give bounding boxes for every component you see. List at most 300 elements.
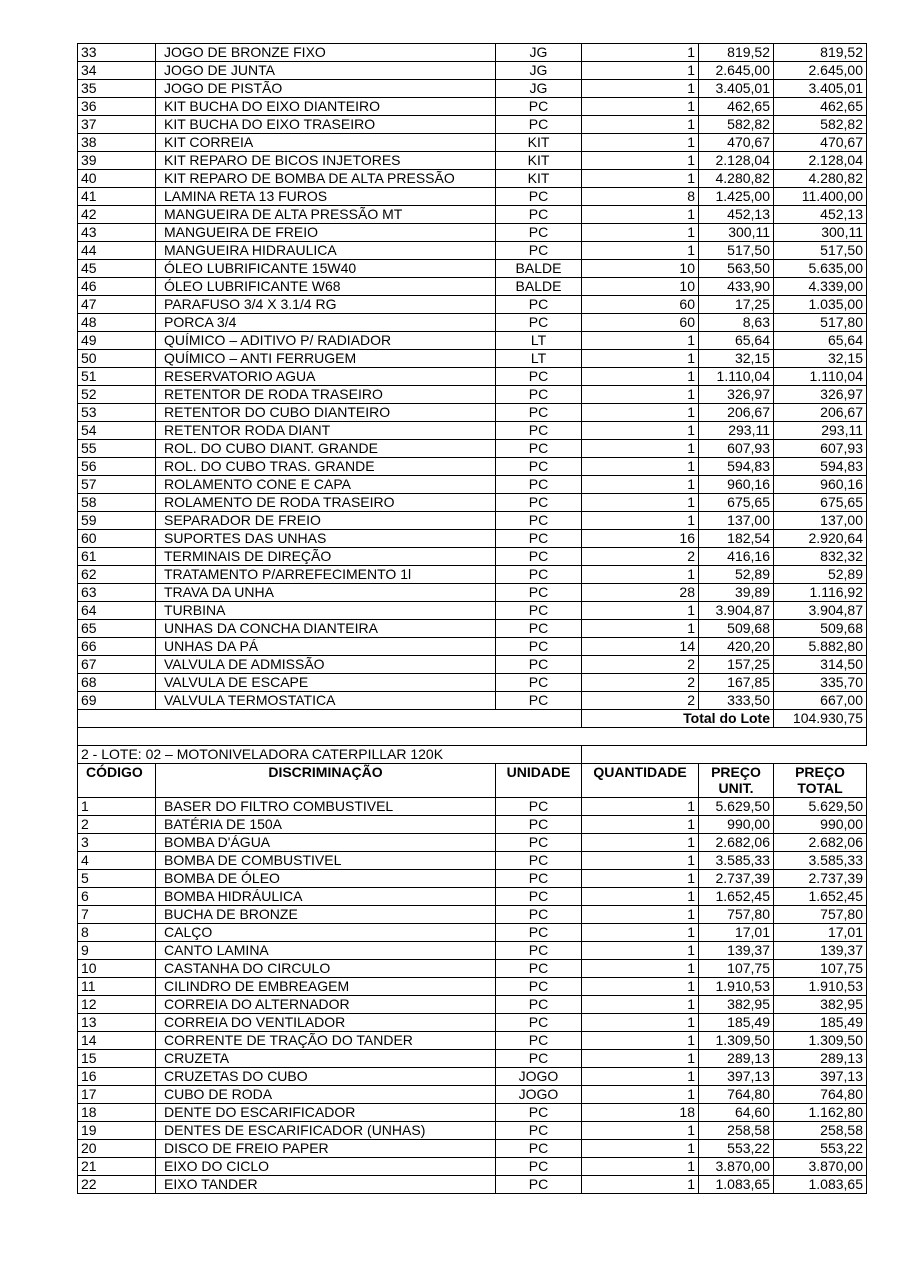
cell-codigo: 33 — [78, 44, 156, 62]
cell-codigo: 35 — [78, 80, 156, 98]
cell-quantidade: 1 — [582, 1176, 699, 1194]
cell-preco-total: 2.682,06 — [774, 834, 867, 852]
cell-quantidade: 1 — [582, 1140, 699, 1158]
table-row — [78, 458, 867, 476]
cell-discriminacao: SUPORTES DAS UNHAS — [156, 530, 496, 548]
cell-codigo: 9 — [78, 942, 156, 960]
items-table — [77, 43, 867, 1194]
cell-codigo: 34 — [78, 62, 156, 80]
cell-unidade: PC — [496, 816, 582, 834]
cell-unidade: PC — [496, 224, 582, 242]
cell-preco-total: 3.585,33 — [774, 852, 867, 870]
cell-quantidade: 1 — [582, 152, 699, 170]
cell-unidade: PC — [496, 566, 582, 584]
cell-quantidade: 1 — [582, 440, 699, 458]
table-row — [78, 296, 867, 314]
table-row — [78, 188, 867, 206]
table-row — [78, 350, 867, 368]
cell-preco-unit: 300,11 — [699, 224, 774, 242]
cell-discriminacao: ROLAMENTO DE RODA TRASEIRO — [156, 494, 496, 512]
cell-codigo: 39 — [78, 152, 156, 170]
table-row — [78, 1158, 867, 1176]
cell-discriminacao: CORRENTE DE TRAÇÃO DO TANDER — [156, 1032, 496, 1050]
cell-discriminacao: DENTES DE ESCARIFICADOR (UNHAS) — [156, 1122, 496, 1140]
cell-preco-total: 553,22 — [774, 1140, 867, 1158]
table-row — [78, 1104, 867, 1122]
cell-preco-total: 1.035,00 — [774, 296, 867, 314]
cell-unidade: PC — [496, 116, 582, 134]
cell-discriminacao: JOGO DE BRONZE FIXO — [156, 44, 496, 62]
cell-discriminacao: PORCA 3/4 — [156, 314, 496, 332]
cell-codigo: 53 — [78, 404, 156, 422]
cell-unidade: PC — [496, 1014, 582, 1032]
total-label: Total do Lote — [582, 710, 774, 728]
cell-preco-total: 139,37 — [774, 942, 867, 960]
cell-discriminacao: CANTO LAMINA — [156, 942, 496, 960]
cell-unidade: PC — [496, 602, 582, 620]
cell-preco-unit: 607,93 — [699, 440, 774, 458]
cell-codigo: 59 — [78, 512, 156, 530]
cell-preco-total: 5.629,50 — [774, 798, 867, 816]
cell-unidade: PC — [496, 692, 582, 710]
cell-preco-unit: 2.737,39 — [699, 870, 774, 888]
cell-quantidade: 1 — [582, 80, 699, 98]
cell-codigo: 55 — [78, 440, 156, 458]
cell-codigo: 13 — [78, 1014, 156, 1032]
table-row — [78, 332, 867, 350]
cell-preco-unit: 289,13 — [699, 1050, 774, 1068]
cell-quantidade: 1 — [582, 1032, 699, 1050]
cell-quantidade: 1 — [582, 368, 699, 386]
cell-unidade: PC — [496, 1050, 582, 1068]
cell-discriminacao: CUBO DE RODA — [156, 1086, 496, 1104]
cell-discriminacao: MANGUEIRA HIDRAULICA — [156, 242, 496, 260]
cell-codigo: 1 — [78, 798, 156, 816]
cell-unidade: PC — [496, 960, 582, 978]
cell-quantidade: 1 — [582, 476, 699, 494]
cell-codigo: 15 — [78, 1050, 156, 1068]
cell-codigo: 50 — [78, 350, 156, 368]
cell-discriminacao: LAMINA RETA 13 FUROS — [156, 188, 496, 206]
table-row — [78, 638, 867, 656]
cell-unidade: PC — [496, 656, 582, 674]
cell-preco-unit: 470,67 — [699, 134, 774, 152]
cell-quantidade: 2 — [582, 674, 699, 692]
cell-codigo: 48 — [78, 314, 156, 332]
table-row — [78, 98, 867, 116]
cell-discriminacao: RETENTOR DE RODA TRASEIRO — [156, 386, 496, 404]
table-row — [78, 170, 867, 188]
cell-preco-total: 1.910,53 — [774, 978, 867, 996]
cell-quantidade: 1 — [582, 62, 699, 80]
cell-discriminacao: QUÍMICO – ADITIVO P/ RADIADOR — [156, 332, 496, 350]
cell-unidade: PC — [496, 188, 582, 206]
cell-quantidade: 1 — [582, 494, 699, 512]
cell-preco-unit: 52,89 — [699, 566, 774, 584]
cell-preco-unit: 1.309,50 — [699, 1032, 774, 1050]
cell-quantidade: 1 — [582, 566, 699, 584]
cell-unidade: PC — [496, 404, 582, 422]
cell-discriminacao: EIXO TANDER — [156, 1176, 496, 1194]
cell-preco-unit: 139,37 — [699, 942, 774, 960]
cell-discriminacao: MANGUEIRA DE ALTA PRESSÃO MT — [156, 206, 496, 224]
cell-quantidade: 1 — [582, 98, 699, 116]
cell-codigo: 61 — [78, 548, 156, 566]
cell-discriminacao: JOGO DE JUNTA — [156, 62, 496, 80]
cell-discriminacao: BUCHA DE BRONZE — [156, 906, 496, 924]
table-row — [78, 906, 867, 924]
cell-preco-unit: 65,64 — [699, 332, 774, 350]
cell-quantidade: 1 — [582, 798, 699, 816]
cell-unidade: PC — [496, 924, 582, 942]
cell-codigo: 36 — [78, 98, 156, 116]
table-row — [78, 44, 867, 62]
cell-unidade: PC — [496, 978, 582, 996]
cell-preco-total: 5.882,80 — [774, 638, 867, 656]
cell-discriminacao: TRAVA DA UNHA — [156, 584, 496, 602]
cell-preco-unit: 764,80 — [699, 1086, 774, 1104]
cell-preco-unit: 326,97 — [699, 386, 774, 404]
table-row — [78, 224, 867, 242]
cell-preco-total: 1.309,50 — [774, 1032, 867, 1050]
cell-quantidade: 1 — [582, 512, 699, 530]
cell-preco-total: 382,95 — [774, 996, 867, 1014]
cell-unidade: PC — [496, 512, 582, 530]
cell-codigo: 11 — [78, 978, 156, 996]
cell-discriminacao: CASTANHA DO CIRCULO — [156, 960, 496, 978]
cell-discriminacao: VALVULA TERMOSTATICA — [156, 692, 496, 710]
cell-preco-unit: 258,58 — [699, 1122, 774, 1140]
cell-quantidade: 1 — [582, 458, 699, 476]
cell-codigo: 65 — [78, 620, 156, 638]
cell-unidade: PC — [496, 870, 582, 888]
table-row — [78, 494, 867, 512]
cell-preco-total: 2.128,04 — [774, 152, 867, 170]
cell-unidade: KIT — [496, 152, 582, 170]
cell-preco-total: 52,89 — [774, 566, 867, 584]
cell-codigo: 67 — [78, 656, 156, 674]
cell-codigo: 37 — [78, 116, 156, 134]
cell-preco-unit: 1.652,45 — [699, 888, 774, 906]
cell-preco-total: 11.400,00 — [774, 188, 867, 206]
cell-discriminacao: DISCO DE FREIO PAPER — [156, 1140, 496, 1158]
cell-preco-total: 1.110,04 — [774, 368, 867, 386]
table-row — [78, 584, 867, 602]
cell-codigo: 20 — [78, 1140, 156, 1158]
cell-quantidade: 1 — [582, 834, 699, 852]
lote-title-row — [78, 746, 867, 764]
cell-codigo: 68 — [78, 674, 156, 692]
cell-discriminacao: ROL. DO CUBO TRAS. GRANDE — [156, 458, 496, 476]
cell-quantidade: 10 — [582, 260, 699, 278]
table-row — [78, 834, 867, 852]
lote-title: 2 - LOTE: 02 – MOTONIVELADORA CATERPILLAR 120K — [78, 746, 582, 764]
cell-codigo: 63 — [78, 584, 156, 602]
cell-preco-total: 990,00 — [774, 816, 867, 834]
cell-discriminacao: BOMBA D'ÁGUA — [156, 834, 496, 852]
cell-quantidade: 1 — [582, 1050, 699, 1068]
cell-discriminacao: MANGUEIRA DE FREIO — [156, 224, 496, 242]
cell-unidade: PC — [496, 996, 582, 1014]
cell-preco-total: 509,68 — [774, 620, 867, 638]
cell-preco-unit: 1.425,00 — [699, 188, 774, 206]
cell-preco-total: 594,83 — [774, 458, 867, 476]
cell-preco-total: 452,13 — [774, 206, 867, 224]
table-row — [78, 1086, 867, 1104]
cell-preco-unit: 3.870,00 — [699, 1158, 774, 1176]
cell-codigo: 14 — [78, 1032, 156, 1050]
table-row — [78, 798, 867, 816]
price-sheet — [77, 43, 866, 1194]
cell-preco-total: 335,70 — [774, 674, 867, 692]
cell-discriminacao: CILINDRO DE EMBREAGEM — [156, 978, 496, 996]
cell-codigo: 46 — [78, 278, 156, 296]
cell-preco-unit: 107,75 — [699, 960, 774, 978]
cell-preco-unit: 4.280,82 — [699, 170, 774, 188]
cell-preco-unit: 137,00 — [699, 512, 774, 530]
cell-codigo: 41 — [78, 188, 156, 206]
cell-preco-total: 607,93 — [774, 440, 867, 458]
cell-discriminacao: CORREIA DO ALTERNADOR — [156, 996, 496, 1014]
cell-discriminacao: TRATAMENTO P/ARREFECIMENTO 1l — [156, 566, 496, 584]
cell-quantidade: 2 — [582, 548, 699, 566]
cell-unidade: PC — [496, 888, 582, 906]
cell-preco-unit: 594,83 — [699, 458, 774, 476]
cell-unidade: PC — [496, 584, 582, 602]
cell-discriminacao: KIT BUCHA DO EIXO DIANTEIRO — [156, 98, 496, 116]
cell-quantidade: 14 — [582, 638, 699, 656]
cell-unidade: PC — [496, 674, 582, 692]
cell-quantidade: 2 — [582, 692, 699, 710]
cell-discriminacao: RETENTOR RODA DIANT — [156, 422, 496, 440]
table-row — [78, 476, 867, 494]
cell-quantidade: 1 — [582, 960, 699, 978]
cell-unidade: PC — [496, 314, 582, 332]
cell-unidade: LT — [496, 332, 582, 350]
cell-codigo: 2 — [78, 816, 156, 834]
cell-preco-total: 326,97 — [774, 386, 867, 404]
table-row — [78, 206, 867, 224]
header-discriminacao: DISCRIMINAÇÃO — [156, 764, 496, 798]
cell-unidade: PC — [496, 834, 582, 852]
cell-codigo: 19 — [78, 1122, 156, 1140]
cell-preco-total: 764,80 — [774, 1086, 867, 1104]
cell-discriminacao: EIXO DO CICLO — [156, 1158, 496, 1176]
cell-preco-total: 3.904,87 — [774, 602, 867, 620]
cell-codigo: 17 — [78, 1086, 156, 1104]
cell-discriminacao: BASER DO FILTRO COMBUSTIVEL — [156, 798, 496, 816]
cell-preco-unit: 462,65 — [699, 98, 774, 116]
table-row — [78, 960, 867, 978]
cell-codigo: 64 — [78, 602, 156, 620]
cell-preco-unit: 293,11 — [699, 422, 774, 440]
cell-preco-unit: 563,50 — [699, 260, 774, 278]
cell-preco-unit: 433,90 — [699, 278, 774, 296]
cell-quantidade: 1 — [582, 1158, 699, 1176]
cell-preco-total: 960,16 — [774, 476, 867, 494]
table-row — [78, 816, 867, 834]
cell-preco-total: 3.405,01 — [774, 80, 867, 98]
cell-codigo: 52 — [78, 386, 156, 404]
cell-codigo: 8 — [78, 924, 156, 942]
table-row — [78, 942, 867, 960]
cell-preco-total: 2.737,39 — [774, 870, 867, 888]
cell-discriminacao: ROLAMENTO CONE E CAPA — [156, 476, 496, 494]
table-row — [78, 404, 867, 422]
cell-unidade: PC — [496, 296, 582, 314]
cell-preco-total: 185,49 — [774, 1014, 867, 1032]
cell-preco-unit: 17,01 — [699, 924, 774, 942]
cell-preco-unit: 333,50 — [699, 692, 774, 710]
cell-preco-unit: 8,63 — [699, 314, 774, 332]
cell-quantidade: 2 — [582, 656, 699, 674]
cell-unidade: PC — [496, 530, 582, 548]
table-row — [78, 260, 867, 278]
cell-preco-unit: 960,16 — [699, 476, 774, 494]
cell-quantidade: 1 — [582, 1068, 699, 1086]
lote-1-rows — [78, 44, 867, 710]
cell-unidade: PC — [496, 206, 582, 224]
cell-preco-total: 314,50 — [774, 656, 867, 674]
cell-discriminacao: CRUZETAS DO CUBO — [156, 1068, 496, 1086]
cell-preco-total: 819,52 — [774, 44, 867, 62]
table-row — [78, 852, 867, 870]
cell-preco-unit: 157,25 — [699, 656, 774, 674]
cell-preco-total: 289,13 — [774, 1050, 867, 1068]
cell-preco-total: 258,58 — [774, 1122, 867, 1140]
table-row — [78, 314, 867, 332]
cell-quantidade: 1 — [582, 350, 699, 368]
cell-codigo: 42 — [78, 206, 156, 224]
cell-discriminacao: SEPARADOR DE FREIO — [156, 512, 496, 530]
cell-quantidade: 1 — [582, 44, 699, 62]
cell-quantidade: 1 — [582, 1014, 699, 1032]
lote-title-spacer — [582, 746, 867, 764]
cell-codigo: 38 — [78, 134, 156, 152]
cell-preco-total: 470,67 — [774, 134, 867, 152]
cell-quantidade: 1 — [582, 134, 699, 152]
cell-preco-unit: 2.682,06 — [699, 834, 774, 852]
cell-preco-total: 4.339,00 — [774, 278, 867, 296]
table-row — [78, 620, 867, 638]
cell-quantidade: 1 — [582, 1122, 699, 1140]
cell-discriminacao: DENTE DO ESCARIFICADOR — [156, 1104, 496, 1122]
header-codigo: CÓDIGO — [78, 764, 156, 798]
cell-discriminacao: JOGO DE PISTÃO — [156, 80, 496, 98]
cell-preco-unit: 819,52 — [699, 44, 774, 62]
cell-discriminacao: BOMBA DE ÓLEO — [156, 870, 496, 888]
cell-unidade: PC — [496, 1158, 582, 1176]
cell-codigo: 18 — [78, 1104, 156, 1122]
cell-discriminacao: CORREIA DO VENTILADOR — [156, 1014, 496, 1032]
cell-unidade: JG — [496, 44, 582, 62]
table-row — [78, 386, 867, 404]
cell-quantidade: 8 — [582, 188, 699, 206]
cell-preco-unit: 182,54 — [699, 530, 774, 548]
table-row — [78, 674, 867, 692]
cell-preco-total: 107,75 — [774, 960, 867, 978]
cell-preco-total: 1.162,80 — [774, 1104, 867, 1122]
cell-discriminacao: BOMBA DE COMBUSTIVEL — [156, 852, 496, 870]
cell-quantidade: 1 — [582, 170, 699, 188]
cell-unidade: PC — [496, 1122, 582, 1140]
header-unidade: UNIDADE — [496, 764, 582, 798]
cell-quantidade: 1 — [582, 332, 699, 350]
cell-unidade: PC — [496, 440, 582, 458]
cell-unidade: PC — [496, 476, 582, 494]
cell-preco-unit: 185,49 — [699, 1014, 774, 1032]
lote-2-rows — [78, 798, 867, 1194]
cell-preco-total: 32,15 — [774, 350, 867, 368]
cell-unidade: PC — [496, 368, 582, 386]
cell-codigo: 44 — [78, 242, 156, 260]
cell-discriminacao: KIT BUCHA DO EIXO TRASEIRO — [156, 116, 496, 134]
cell-discriminacao: BOMBA HIDRÁULICA — [156, 888, 496, 906]
cell-discriminacao: VALVULA DE ADMISSÃO — [156, 656, 496, 674]
cell-preco-total: 4.280,82 — [774, 170, 867, 188]
cell-codigo: 69 — [78, 692, 156, 710]
cell-quantidade: 1 — [582, 978, 699, 996]
cell-codigo: 56 — [78, 458, 156, 476]
cell-preco-total: 300,11 — [774, 224, 867, 242]
cell-preco-unit: 397,13 — [699, 1068, 774, 1086]
table-row — [78, 1050, 867, 1068]
cell-codigo: 62 — [78, 566, 156, 584]
header-preco-total: PREÇO TOTAL — [774, 764, 867, 798]
cell-quantidade: 1 — [582, 620, 699, 638]
cell-quantidade: 1 — [582, 942, 699, 960]
cell-codigo: 54 — [78, 422, 156, 440]
cell-preco-unit: 64,60 — [699, 1104, 774, 1122]
cell-quantidade: 1 — [582, 386, 699, 404]
lote-total-row — [78, 710, 867, 728]
cell-unidade: JG — [496, 80, 582, 98]
table-row — [78, 80, 867, 98]
cell-preco-unit: 452,13 — [699, 206, 774, 224]
table-row — [78, 278, 867, 296]
cell-unidade: PC — [496, 798, 582, 816]
cell-preco-total: 462,65 — [774, 98, 867, 116]
cell-quantidade: 1 — [582, 602, 699, 620]
header-quantidade: QUANTIDADE — [582, 764, 699, 798]
table-row — [78, 548, 867, 566]
cell-discriminacao: ÓLEO LUBRIFICANTE W68 — [156, 278, 496, 296]
cell-codigo: 7 — [78, 906, 156, 924]
table-row — [78, 1176, 867, 1194]
cell-quantidade: 16 — [582, 530, 699, 548]
cell-quantidade: 60 — [582, 314, 699, 332]
cell-quantidade: 1 — [582, 242, 699, 260]
table-row — [78, 566, 867, 584]
cell-unidade: PC — [496, 942, 582, 960]
cell-discriminacao: RETENTOR DO CUBO DIANTEIRO — [156, 404, 496, 422]
table-row — [78, 116, 867, 134]
cell-unidade: KIT — [496, 170, 582, 188]
cell-quantidade: 1 — [582, 1086, 699, 1104]
table-row — [78, 888, 867, 906]
cell-unidade: PC — [496, 98, 582, 116]
cell-preco-unit: 675,65 — [699, 494, 774, 512]
cell-discriminacao: QUÍMICO – ANTI FERRUGEM — [156, 350, 496, 368]
cell-preco-total: 5.635,00 — [774, 260, 867, 278]
cell-discriminacao: UNHAS DA PÁ — [156, 638, 496, 656]
cell-preco-total: 1.083,65 — [774, 1176, 867, 1194]
cell-quantidade: 1 — [582, 224, 699, 242]
table-row — [78, 62, 867, 80]
cell-discriminacao: ROL. DO CUBO DIANT. GRANDE — [156, 440, 496, 458]
cell-codigo: 47 — [78, 296, 156, 314]
cell-codigo: 58 — [78, 494, 156, 512]
